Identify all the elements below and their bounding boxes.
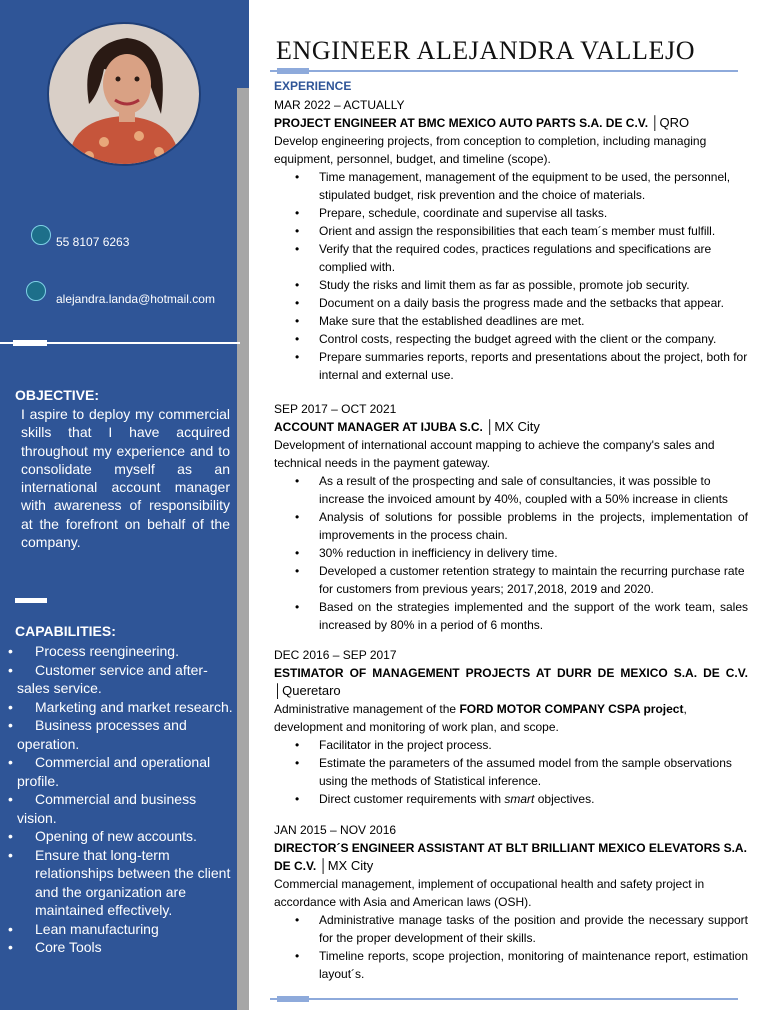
job-bullet: • Estimate the parameters of the assumed model from the sample observations using the methods of Statistical inference.	[319, 754, 748, 790]
job-bullet: • Facilitator in the project process.	[319, 736, 748, 754]
job-entry	[274, 821, 748, 983]
job-bullet-part: Direct customer requirements with	[319, 792, 505, 806]
capability-item: • Commercial and business vision.	[8, 790, 236, 827]
job-date: MAR 2022 – ACTUALLY	[274, 98, 405, 112]
page-title: ENGINEER ALEJANDRA VALLEJO	[276, 36, 696, 65]
job-bullets	[274, 472, 748, 634]
job-bullet: • Document on a daily basis the progress made and the setbacks that appear.	[319, 294, 748, 312]
job-bullet: • Developed a customer retention strategy to maintain the recurring purchase rate for customers from previous years; 2017,2018, 2019 and 2020.	[319, 562, 748, 598]
job-date: DEC 2016 – SEP 2017	[274, 648, 397, 662]
job-title: ACCOUNT MANAGER AT IJUBA S.C.	[274, 420, 483, 434]
job-title: ESTIMATOR OF MANAGEMENT PROJECTS AT DURR DE MEXICO S.A. DE C.V.	[274, 666, 748, 680]
phone-number: 55 8107 6263	[56, 235, 130, 249]
job-entry	[274, 646, 748, 808]
job-summary: Commercial management, implement of occupational health and safety project in accordance with Asia and American laws (OSH).	[274, 877, 705, 909]
job-bullet: • Analysis of solutions for possible problems in the projects, implementation of improvements in the process chain.	[319, 508, 748, 544]
capabilities-list	[8, 642, 236, 957]
capabilities-heading: CAPABILITIES:	[15, 623, 116, 639]
email-address: alejandra.landa@hotmail.com	[56, 292, 215, 306]
title-rule-accent	[277, 68, 309, 74]
sidebar-divider-accent	[13, 340, 47, 346]
job-bullet: • Timeline reports, scope projection, monitoring of maintenance report, estimation layout´s.	[319, 947, 748, 983]
capability-item: • Core Tools	[8, 938, 236, 957]
capability-item: • Customer service and after-sales service.	[8, 661, 236, 698]
job-bullet: • Control costs, respecting the budget agreed with the client or the company.	[319, 330, 748, 348]
job-bullet: • Study the risks and limit them as far as possible, promote job security.	[319, 276, 748, 294]
job-location: │Queretaro	[274, 683, 341, 698]
sidebar-shadow	[237, 88, 249, 1010]
profile-photo-image	[49, 24, 199, 164]
job-bullet: • Orient and assign the responsibilities that each team´s member must fulfill.	[319, 222, 748, 240]
job-bullet: • As a result of the prospecting and sale of consultancies, it was possible to increase the invoiced amount by 40%, coupled with a 50% increase in clients	[319, 472, 748, 508]
capabilities-divider-accent	[15, 598, 47, 603]
capability-item: • Commercial and operational profile.	[8, 753, 236, 790]
job-bullet: • Prepare, schedule, coordinate and supervise all tasks.	[319, 204, 748, 222]
job-bullets	[274, 736, 748, 808]
job-bullets	[274, 911, 748, 983]
capability-item: • Opening of new accounts.	[8, 827, 236, 846]
capability-item: • Business processes and operation.	[8, 716, 236, 753]
experience-heading: EXPERIENCE	[274, 79, 352, 93]
job-summary-part: , development and monitoring of work plan, and scope.	[274, 702, 687, 734]
job-summary: Develop engineering projects, from conception to completion, including managing equipment, personnel, budget, and timeline (scope).	[274, 134, 707, 166]
phone-icon	[31, 225, 51, 245]
email-icon	[26, 281, 46, 301]
job-location: │QRO	[651, 115, 690, 130]
capability-item: • Process reengineering.	[8, 642, 236, 661]
job-summary-company: FORD MOTOR COMPANY CSPA project	[459, 702, 684, 716]
profile-photo	[47, 22, 201, 166]
title-rule	[270, 70, 738, 72]
job-title: DIRECTOR´S ENGINEER ASSISTANT AT BLT BRILLIANT MEXICO ELEVATORS S.A. DE C.V.	[274, 841, 747, 873]
job-bullet: • Administrative manage tasks of the position and provide the necessary support for the proper development of their skills.	[319, 911, 748, 947]
job-bullets	[274, 168, 748, 384]
job-bullet-emphasis: smart	[504, 792, 535, 806]
job-bullet: • 30% reduction in inefficiency in delivery time.	[319, 544, 748, 562]
capability-item: • Lean manufacturing	[8, 920, 236, 939]
job-entry	[274, 96, 748, 384]
job-bullet	[319, 790, 748, 808]
objective-text: I aspire to deploy my commercial skills that I have acquired throughout my experience and to consolidate myself as an international account manager with awareness of responsibility at the forefront on behalf of the company.	[21, 406, 230, 551]
job-bullet: • Make sure that the established deadlines are met.	[319, 312, 748, 330]
job-title: PROJECT ENGINEER AT BMC MEXICO AUTO PARTS S.A. DE C.V.	[274, 116, 649, 130]
job-date: SEP 2017 – OCT 2021	[274, 402, 397, 416]
capability-item: • Ensure that long-term relationships between the client and the organization are maintained effectively.	[8, 846, 236, 920]
capability-item: • Marketing and market research.	[8, 698, 236, 717]
footer-rule-accent	[277, 996, 309, 1002]
job-summary-part: Administrative management of the	[274, 702, 460, 716]
job-entry	[274, 400, 748, 634]
job-location: │MX City	[319, 858, 374, 873]
job-bullet: • Verify that the required codes, practices regulations and specifications are complied with.	[319, 240, 748, 276]
objective-heading: OBJECTIVE:	[15, 387, 100, 403]
job-bullet: • Time management, management of the equipment to be used, the personnel, stipulated budget, risk prevention and the choice of materials.	[319, 168, 748, 204]
job-bullet: • Prepare summaries reports, reports and presentations about the project, both for internal and external use.	[319, 348, 748, 384]
job-summary	[274, 700, 748, 736]
job-bullet: • Based on the strategies implemented and the support of the work team, sales increased by 80% in a period of 6 months.	[319, 598, 748, 634]
job-date: JAN 2015 – NOV 2016	[274, 823, 397, 837]
footer-rule	[270, 998, 738, 1000]
job-summary: Development of international account mapping to achieve the company's sales and technical needs in the payment gateway.	[274, 438, 715, 470]
job-bullet-part: objectives.	[534, 792, 595, 806]
job-location: │MX City	[486, 419, 540, 434]
